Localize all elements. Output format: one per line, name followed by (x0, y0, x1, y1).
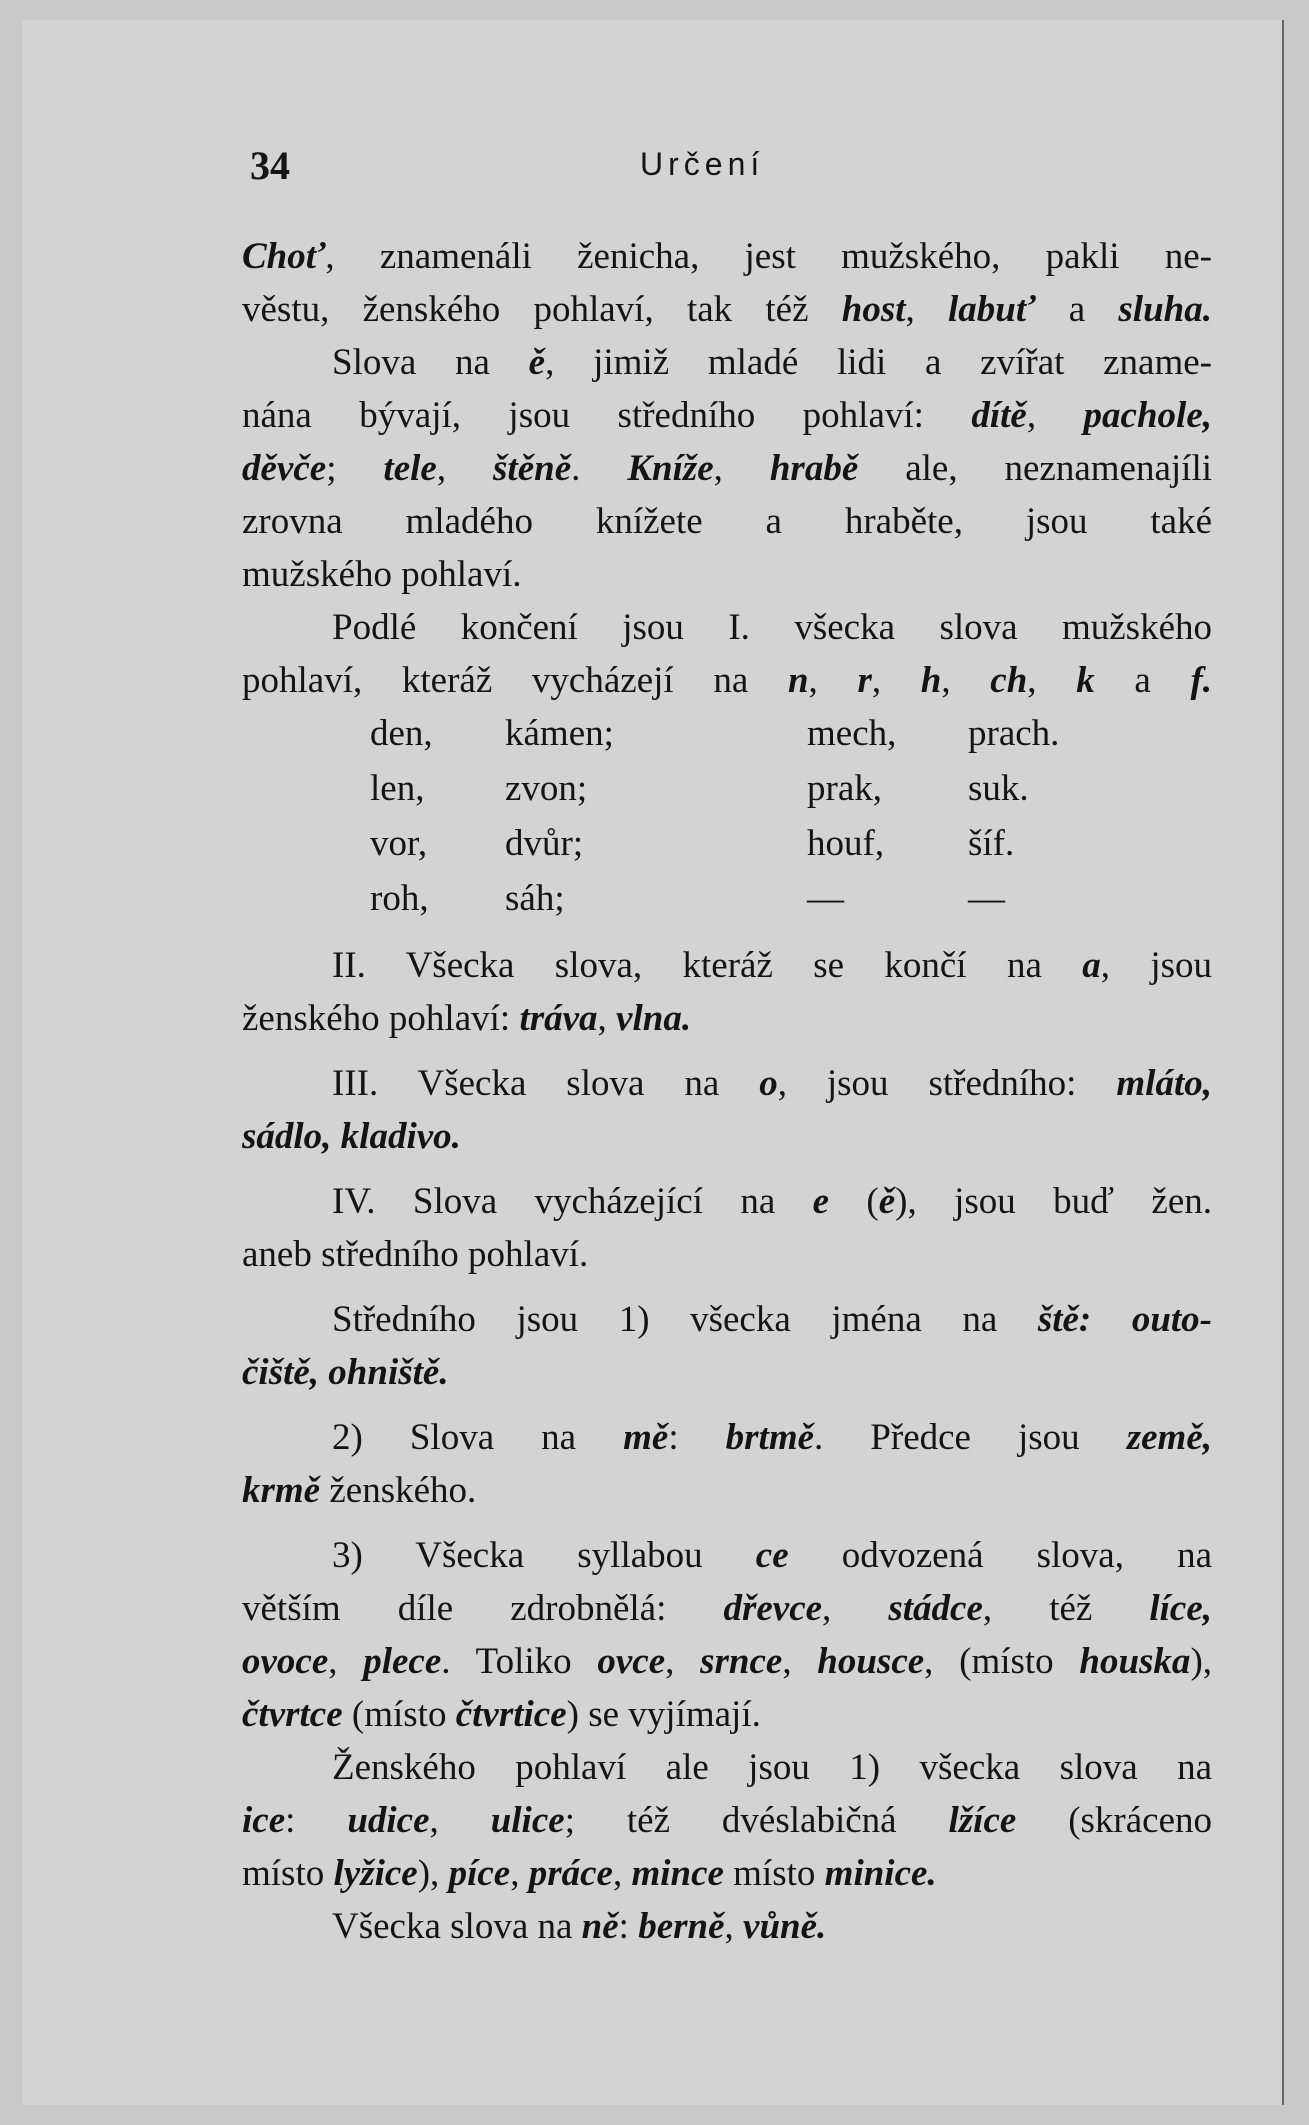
example-word: — (968, 878, 1005, 919)
text-run: II. Všecka slova, kteráž se končí na (332, 945, 1083, 986)
text-run: nána bývají, jsou středního pohlaví: (242, 395, 972, 436)
italic-word: plece (363, 1641, 442, 1682)
example-row (242, 817, 1212, 872)
italic-word: ovoce (242, 1641, 329, 1682)
italic-word: čiště, ohniště. (242, 1352, 449, 1393)
italic-word: hrabě (769, 448, 859, 489)
book-page (22, 20, 1284, 2105)
italic-word: ě (528, 342, 546, 383)
example-word: prach. (968, 713, 1060, 754)
text-line (242, 1529, 1212, 1582)
italic-word: Kníže (627, 448, 714, 489)
text-line (242, 1464, 1212, 1517)
italic-word: mince (631, 1853, 724, 1894)
italic-word: f. (1190, 660, 1213, 701)
text-run: odvozená slova, na (788, 1535, 1213, 1576)
text-run: , (822, 1588, 889, 1629)
italic-word: n (787, 660, 809, 701)
text-line (242, 283, 1212, 336)
italic-word: čtvrtice (455, 1694, 567, 1735)
text-run: , znamenáli ženicha, jest mužského, pakli ne- (325, 236, 1212, 277)
text-run: ; též dvéslabičná (564, 1800, 949, 1841)
text-run: 3) Všecka syllabou (332, 1535, 756, 1576)
italic-word: píce (448, 1853, 511, 1894)
text-run: , (612, 1853, 632, 1894)
italic-word: ice (242, 1800, 286, 1841)
text-line (242, 1794, 1212, 1847)
italic-word: čtvrtce (242, 1694, 343, 1735)
example-word: len, (370, 768, 425, 809)
example-word: prak, (807, 768, 882, 809)
example-word: dvůr; (505, 823, 584, 864)
text-line (242, 1847, 1212, 1900)
text-run: : (668, 1417, 726, 1458)
italic-word: Choť (242, 236, 326, 277)
text-line (242, 442, 1212, 495)
text-run: III. Všecka slova na (332, 1063, 760, 1104)
example-row (242, 762, 1212, 817)
example-word: roh, (370, 878, 429, 919)
italic-word: udice (347, 1800, 430, 1841)
example-word: zvon; (505, 768, 588, 809)
italic-word: brtmě (725, 1417, 815, 1458)
text-run: pohlaví, kteráž vycházejí na (242, 660, 788, 701)
text-run: ), (417, 1853, 449, 1894)
example-word: — (807, 878, 844, 919)
text-run: , (436, 448, 494, 489)
text-run: Středního jsou 1) všecka jména na (332, 1299, 1038, 1340)
italic-word: tele (383, 448, 437, 489)
italic-word: země, (1126, 1417, 1212, 1458)
italic-word: a (1082, 945, 1101, 986)
italic-word: h (920, 660, 942, 701)
text-run: , (871, 660, 921, 701)
text-run: věstu, ženského pohlaví, tak též (242, 289, 842, 330)
italic-word: mě (623, 1417, 669, 1458)
text-run: , (941, 660, 991, 701)
page-header (250, 142, 810, 192)
text-run: aneb středního pohlaví. (242, 1234, 589, 1275)
text-run: . (571, 448, 628, 489)
italic-word: host (841, 289, 906, 330)
example-table (242, 707, 1212, 927)
italic-word: dítě (971, 395, 1027, 436)
example-word: mech, (807, 713, 897, 754)
example-word: šíf. (968, 823, 1015, 864)
italic-word: k (1076, 660, 1095, 701)
italic-word: ě (878, 1181, 896, 1222)
text-run: místo (723, 1853, 825, 1894)
page-body (242, 230, 1212, 1953)
page-number: 34 (250, 143, 290, 188)
text-run: ), (1190, 1641, 1213, 1682)
text-line (242, 1635, 1212, 1688)
italic-word: ulice (490, 1800, 565, 1841)
text-line (242, 495, 1212, 548)
text-run: ženského pohlaví: (242, 998, 520, 1039)
text-line (242, 1110, 1212, 1163)
italic-word: stádce (888, 1588, 983, 1629)
text-line (242, 230, 1212, 283)
italic-word: sádlo, kladivo. (242, 1116, 461, 1157)
italic-word: lyžice (333, 1853, 418, 1894)
italic-word: děvče (242, 448, 327, 489)
italic-word: líce, (1149, 1588, 1213, 1629)
text-run: (místo (342, 1694, 456, 1735)
italic-word: dřevce (723, 1588, 823, 1629)
text-run: , jimiž mladé lidi a zvířat zname- (545, 342, 1212, 383)
text-run: (skráceno (1016, 1800, 1213, 1841)
text-line (242, 1293, 1212, 1346)
example-row (242, 872, 1212, 927)
text-run: Slova na (332, 342, 529, 383)
text-run: IV. Slova vycházející na (332, 1181, 813, 1222)
italic-word: vůně. (743, 1906, 827, 1947)
text-run: 2) Slova na (332, 1417, 624, 1458)
text-run: ) se vyjímají. (566, 1694, 761, 1735)
example-word: kámen; (505, 713, 614, 754)
italic-word: štěně (493, 448, 572, 489)
text-run: větším díle zdrobnělá: (242, 1588, 724, 1629)
text-run: mužského pohlaví. (242, 554, 522, 595)
text-line (242, 1582, 1212, 1635)
text-run: , (místo (924, 1641, 1080, 1682)
text-run: a (1035, 289, 1119, 330)
italic-word: e (812, 1181, 830, 1222)
text-run: , (782, 1641, 818, 1682)
text-line (242, 654, 1212, 707)
italic-word: pachole, (1083, 395, 1212, 436)
text-run: a (1094, 660, 1191, 701)
italic-word: sluha. (1118, 289, 1212, 330)
text-line (242, 1346, 1212, 1399)
italic-word: ce (755, 1535, 789, 1576)
text-run: ( (829, 1181, 879, 1222)
text-run: Podlé končení jsou I. všecka slova mužského (332, 607, 1212, 648)
italic-word: ně (581, 1906, 619, 1947)
text-run: , (429, 1800, 491, 1841)
example-word: vor, (370, 823, 428, 864)
example-word: suk. (968, 768, 1029, 809)
text-line (242, 389, 1212, 442)
italic-word: o (759, 1063, 778, 1104)
text-run: , jsou (1100, 945, 1212, 986)
text-run: , jsou středního: (777, 1063, 1117, 1104)
paragraph-block-2 (242, 939, 1212, 1953)
italic-word: minice. (824, 1853, 937, 1894)
example-word: houf, (807, 823, 885, 864)
text-run: , (510, 1853, 529, 1894)
text-line (242, 992, 1212, 1045)
italic-word: vlna. (616, 998, 692, 1039)
italic-word: ovce (597, 1641, 666, 1682)
italic-word: r (857, 660, 872, 701)
text-run: ženského. (320, 1470, 477, 1511)
running-head: Určení (640, 146, 765, 182)
italic-word: ch (990, 660, 1028, 701)
example-word: sáh; (505, 878, 565, 919)
text-run: , (1026, 395, 1084, 436)
italic-word: lžíce (948, 1800, 1017, 1841)
example-word: den, (370, 713, 433, 754)
text-line (242, 1228, 1212, 1281)
italic-word: berně (638, 1906, 725, 1947)
text-run: ), jsou buď žen. (895, 1181, 1213, 1222)
text-run: Všecka slova na (332, 1906, 582, 1947)
text-run: , (665, 1641, 701, 1682)
italic-word: krmě (242, 1470, 321, 1511)
italic-word: labuť (948, 289, 1036, 330)
text-line (242, 1057, 1212, 1110)
text-run: , též (982, 1588, 1150, 1629)
text-line (242, 1741, 1212, 1794)
text-run: , (808, 660, 858, 701)
text-run: : (618, 1906, 639, 1947)
text-run: Ženského pohlaví ale jsou 1) všecka slova na (332, 1747, 1212, 1788)
text-line (242, 1175, 1212, 1228)
text-run: ; (326, 448, 384, 489)
italic-word: tráva (519, 998, 598, 1039)
text-run: , (713, 448, 770, 489)
text-run: . Předce jsou (814, 1417, 1127, 1458)
text-run: . Toliko (441, 1641, 598, 1682)
text-line (242, 548, 1212, 601)
text-line (242, 336, 1212, 389)
text-run: místo (242, 1853, 334, 1894)
text-line (242, 1411, 1212, 1464)
text-run: , (905, 289, 948, 330)
text-run: , (1027, 660, 1077, 701)
text-line (242, 939, 1212, 992)
text-run: zrovna mladého knížete a hraběte, jsou také (242, 501, 1212, 542)
text-line (242, 1688, 1212, 1741)
text-run: , (328, 1641, 364, 1682)
text-run: , (724, 1906, 744, 1947)
italic-word: ště: outo- (1037, 1299, 1213, 1340)
example-row (242, 707, 1212, 762)
italic-word: mláto, (1116, 1063, 1212, 1104)
italic-word: housce (817, 1641, 925, 1682)
italic-word: srnce (700, 1641, 783, 1682)
text-line (242, 601, 1212, 654)
text-line (242, 1900, 1212, 1953)
italic-word: houska (1079, 1641, 1191, 1682)
paragraph-block-1 (242, 230, 1212, 707)
text-run: ale, neznamenajíli (858, 448, 1213, 489)
italic-word: práce (528, 1853, 613, 1894)
text-run: , (597, 998, 617, 1039)
text-run: : (285, 1800, 348, 1841)
